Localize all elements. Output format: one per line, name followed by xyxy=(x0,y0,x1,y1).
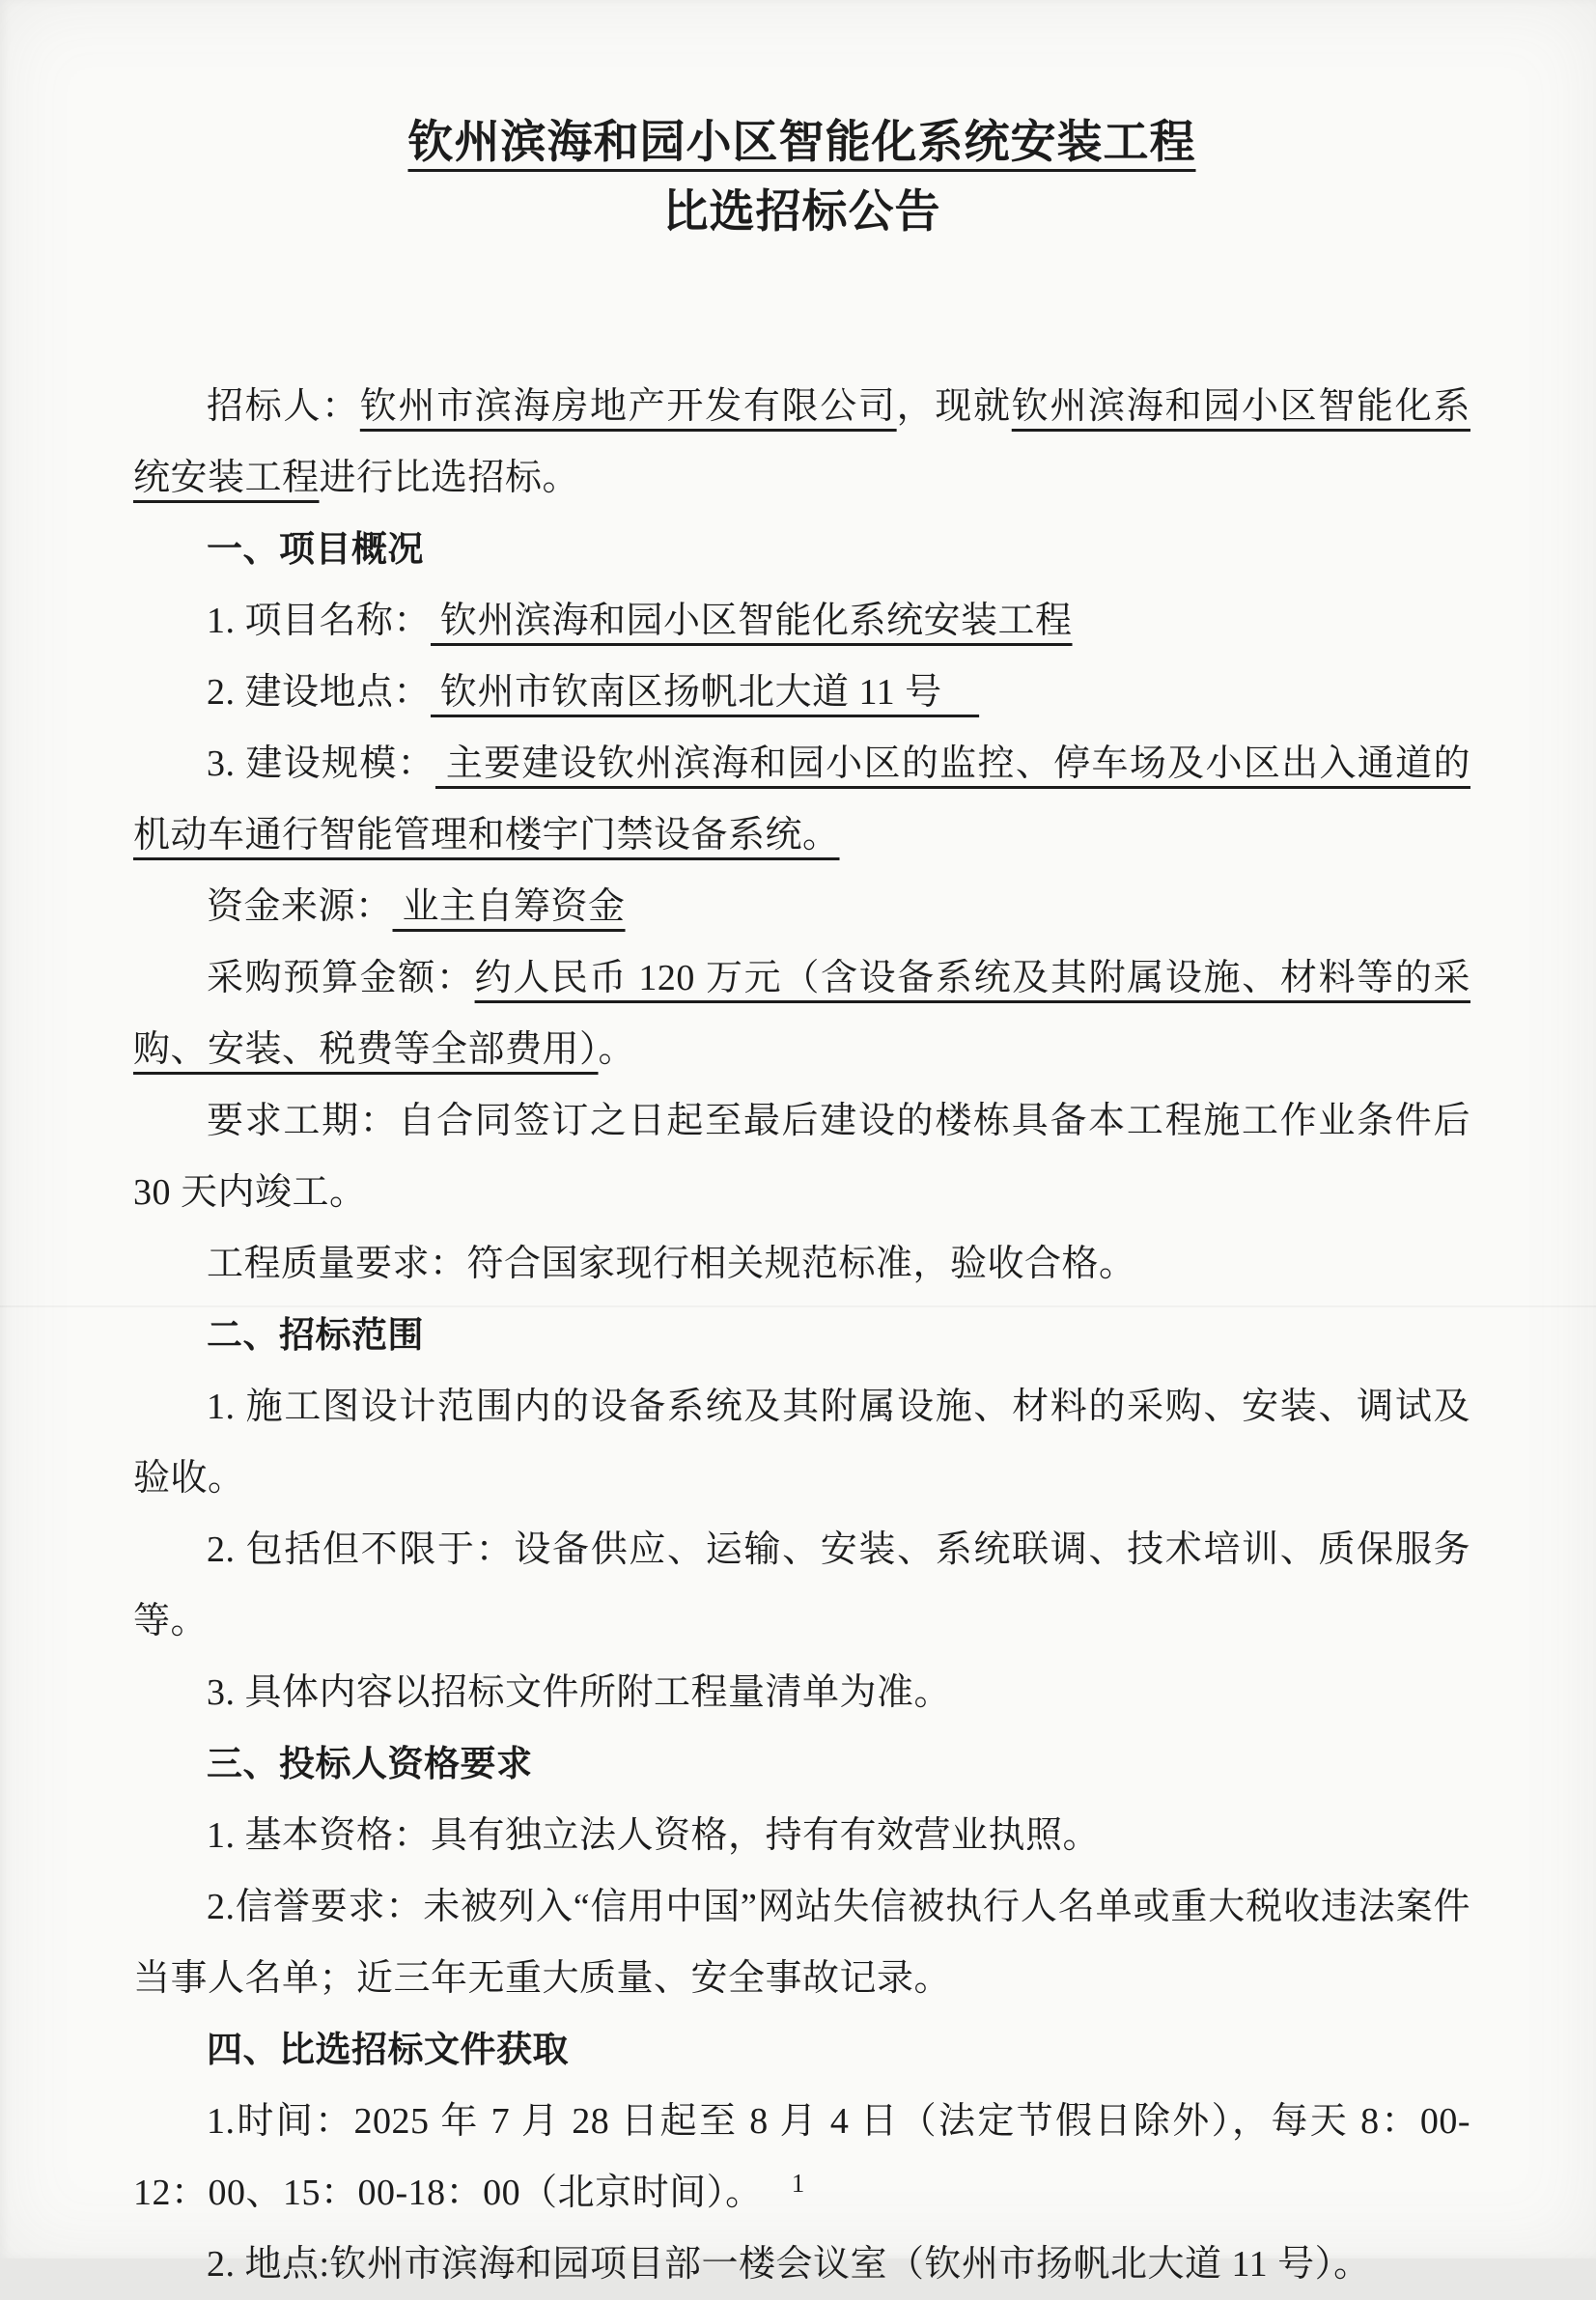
page-number: 1 xyxy=(791,2169,805,2198)
document-title-block xyxy=(133,108,1470,247)
text: 四、比选招标文件获取 xyxy=(207,2030,569,2069)
text: 三、投标人资格要求 xyxy=(207,1744,533,1783)
underlined-text: 业主自筹资金 xyxy=(392,886,626,927)
para-construction-period xyxy=(133,1085,1470,1228)
para-project-name xyxy=(133,585,1470,657)
text: 采购预算金额： xyxy=(207,958,475,998)
text: 1. 基本资格：具有独立法人资格，持有有效营业执照。 xyxy=(207,1815,1101,1856)
text: 1.时间：2025 年 7 月 28 日起至 8 月 4 日（法定节假日除外），每天 8：00-12：00、15：00-18：00（北京时间）。 xyxy=(133,2101,1470,2213)
text: 2.信誉要求：未被列入“信用中国”网站失信被执行人名单或重大税收违法案件当事人名单；近三年无重大质量、安全事故记录。 xyxy=(133,1887,1470,1999)
text: ，现就 xyxy=(896,386,1012,427)
para-document-time xyxy=(133,2086,1470,2229)
para-scope-1 xyxy=(133,1371,1470,1514)
text: 。 xyxy=(598,1029,636,1070)
document-title-line-1: 钦州滨海和园小区智能化系统安装工程 xyxy=(407,118,1196,168)
para-document-place xyxy=(133,2229,1470,2300)
para-tenderer xyxy=(133,371,1470,514)
underlined-text: 约人民币 120 万元（含设备系统及其附属设施、材料等的采购、安装、税费等全部费用） xyxy=(133,958,1470,1070)
text: 要求工期：自合同签订之日起至最后建设的楼栋具备本工程施工作业条件后 30 天内竣工。 xyxy=(133,1101,1470,1213)
text: 2. 地点:钦州市滨海和园项目部一楼会议室（钦州市扬帆北大道 11 号）。 xyxy=(207,2244,1371,2285)
document-body xyxy=(133,371,1470,2300)
text: 工程质量要求：符合国家现行相关规范标准，验收合格。 xyxy=(207,1244,1136,1284)
text: 招标人： xyxy=(207,386,360,427)
document-title-line-2: 比选招标公告 xyxy=(662,187,941,238)
text: 资金来源： xyxy=(207,886,393,927)
text: 1. 项目名称： xyxy=(207,601,432,641)
para-funding-source xyxy=(133,871,1470,942)
text: 2. 建设地点： xyxy=(207,672,432,713)
underlined-text: 主要建设钦州滨海和园小区的监控、停车场及小区出入通道的机动车通行智能管理和楼宇门禁设备系统。 xyxy=(133,743,1470,855)
heading-section-4 xyxy=(133,2014,1470,2086)
text: 2. 包括但不限于：设备供应、运输、安装、系统联调、技术培训、质保服务等。 xyxy=(133,1529,1470,1641)
para-scope-2 xyxy=(133,1514,1470,1657)
text: 二、招标范围 xyxy=(207,1315,424,1355)
text: 1. 施工图设计范围内的设备系统及其附属设施、材料的采购、安装、调试及验收。 xyxy=(133,1387,1470,1499)
para-budget xyxy=(133,942,1470,1085)
underlined-text: 钦州滨海和园小区智能化系统安装工程 xyxy=(431,601,1073,641)
heading-section-1 xyxy=(133,514,1470,585)
heading-section-2 xyxy=(133,1300,1470,1371)
underlined-text: 钦州滨海和园小区智能化系统安装工程 xyxy=(133,386,1470,498)
document-content xyxy=(133,108,1470,2300)
text: 进行比选招标。 xyxy=(319,458,580,498)
para-quality-requirement xyxy=(133,1228,1470,1300)
heading-section-3 xyxy=(133,1728,1470,1800)
para-qualification-1 xyxy=(133,1800,1470,1871)
para-qualification-2 xyxy=(133,1871,1470,2014)
text: 一、项目概况 xyxy=(207,529,424,569)
underlined-text: 钦州市钦南区扬帆北大道 11 号 xyxy=(431,672,980,713)
text: 3. 建设规模： xyxy=(207,743,435,784)
text: 3. 具体内容以招标文件所附工程量清单为准。 xyxy=(207,1672,952,1713)
para-scope-3 xyxy=(133,1657,1470,1728)
underlined-text: 钦州市滨海房地产开发有限公司 xyxy=(359,386,897,427)
para-project-location xyxy=(133,657,1470,728)
para-project-scale xyxy=(133,728,1470,871)
